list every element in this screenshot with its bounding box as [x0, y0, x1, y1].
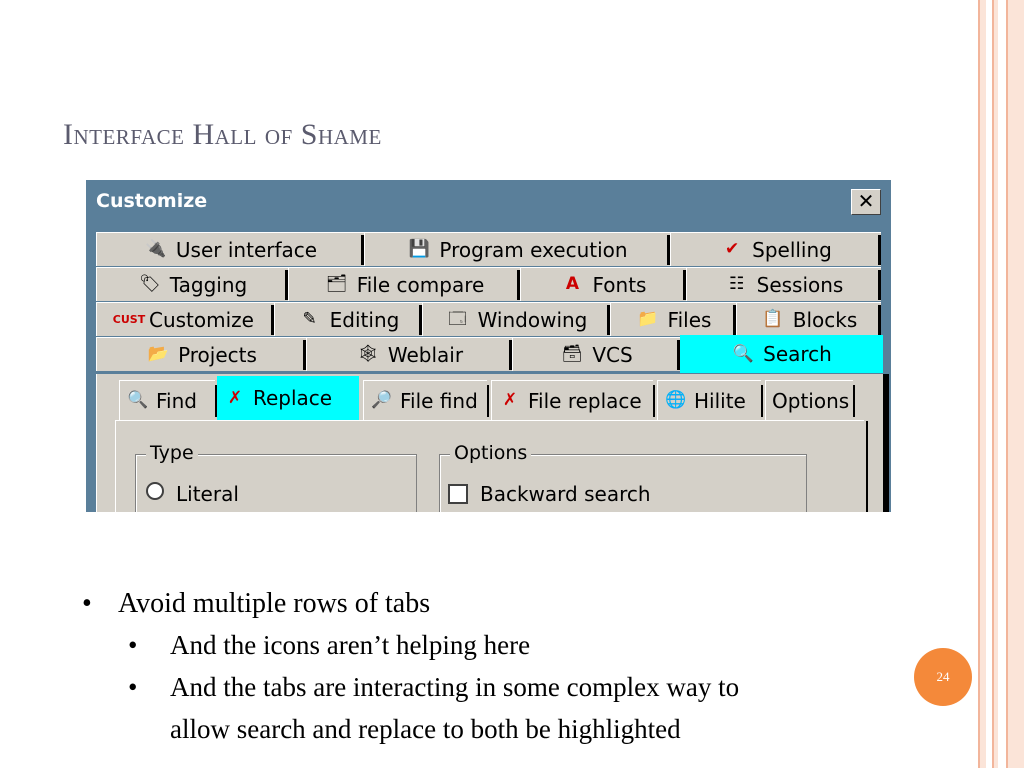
chip-icon: 💾: [408, 239, 430, 259]
tag-icon: 🏷: [138, 274, 161, 294]
plug-icon: 🔌: [145, 239, 167, 259]
hilite-icon: 🌐: [665, 390, 687, 410]
projects-icon: 📂: [147, 344, 169, 364]
deco-stripe: [992, 0, 998, 768]
spider-web-icon: 🕸: [357, 344, 379, 364]
dialog-titlebar: [86, 180, 891, 222]
sub-bullet-continuation: allow search and replace to both be highlighted: [170, 714, 681, 744]
tab-search[interactable]: 🔍 Search: [680, 335, 883, 373]
bullet-item: • Avoid multiple rows of tabs: [82, 588, 431, 619]
literal-label: Literal: [176, 482, 239, 506]
tab-user-interface[interactable]: 🔌 User interface: [96, 232, 364, 266]
pencil-icon: ✎: [302, 309, 317, 329]
subtab-file-find[interactable]: 🔎 File find: [363, 380, 487, 420]
tab-files[interactable]: 📁 Files: [610, 302, 736, 336]
backward-search-label: Backward search: [480, 482, 651, 506]
page-number-badge: 24: [914, 648, 972, 706]
spell-check-icon: ✔: [725, 239, 740, 259]
tab-customize[interactable]: CUST Customize: [96, 302, 274, 336]
customize-dialog: [86, 180, 891, 512]
blocks-icon: 📋: [762, 309, 784, 329]
tab-sessions[interactable]: ☷ Sessions: [686, 267, 881, 301]
tab-spelling[interactable]: ✔ Spelling: [670, 232, 881, 266]
folder-icon: 📁: [636, 309, 659, 329]
tab-editing[interactable]: ✎ Editing: [274, 302, 422, 336]
subtab-replace[interactable]: ✗ Replace: [217, 376, 359, 420]
tab-blocks[interactable]: 📋 Blocks: [736, 302, 881, 336]
literal-radio[interactable]: [146, 482, 164, 500]
search-icon: 🔍: [127, 390, 149, 410]
deco-stripe: [1006, 0, 1024, 768]
sub-bullet-item: • And the tabs are interacting in some complex way to: [128, 672, 740, 702]
tab-area: [86, 222, 891, 512]
panel-shadow: [883, 374, 889, 512]
vcs-icon: 🗃: [561, 344, 584, 364]
sessions-icon: ☷: [729, 274, 745, 294]
replace-icon: ✗: [227, 387, 243, 408]
page-border: [866, 421, 868, 512]
tab-windowing[interactable]: 🗔 Windowing: [422, 302, 610, 336]
tab-projects[interactable]: 📂 Projects: [96, 337, 306, 371]
cust-icon: CUST: [112, 313, 146, 326]
file-replace-icon: ✗: [502, 390, 518, 410]
compare-icon: 🗂: [325, 274, 348, 294]
close-button[interactable]: ✕: [851, 189, 881, 215]
type-group-label: Type: [146, 442, 198, 464]
backward-search-checkbox[interactable]: [448, 484, 468, 504]
tab-vcs[interactable]: 🗃 VCS: [512, 337, 680, 371]
subtab-options[interactable]: Options: [765, 380, 853, 420]
sub-bullet-item: • And the icons aren’t helping here: [128, 630, 531, 660]
tab-file-compare[interactable]: 🗂 File compare: [288, 267, 520, 301]
deco-stripe: [978, 0, 986, 768]
tab-fonts[interactable]: A Fonts: [520, 267, 686, 301]
subtab-file-replace[interactable]: ✗ File replace: [491, 380, 653, 420]
subtab-find[interactable]: 🔍 Find: [119, 380, 215, 420]
options-group-label: Options: [450, 442, 531, 464]
tab-program-execution[interactable]: 💾 Program execution: [364, 232, 670, 266]
dialog-title: Customize: [96, 190, 208, 212]
subtab-hilite[interactable]: 🌐 Hilite: [657, 380, 761, 420]
tab-weblair[interactable]: 🕸 Weblair: [306, 337, 512, 371]
window-icon: 🗔: [448, 309, 467, 329]
file-find-icon: 🔎: [371, 390, 393, 410]
slide-title: Interface Hall of Shame: [63, 118, 382, 151]
tab-tagging[interactable]: 🏷 Tagging: [96, 267, 288, 301]
search-icon: 🔍: [732, 343, 754, 364]
font-icon: A: [565, 274, 580, 294]
